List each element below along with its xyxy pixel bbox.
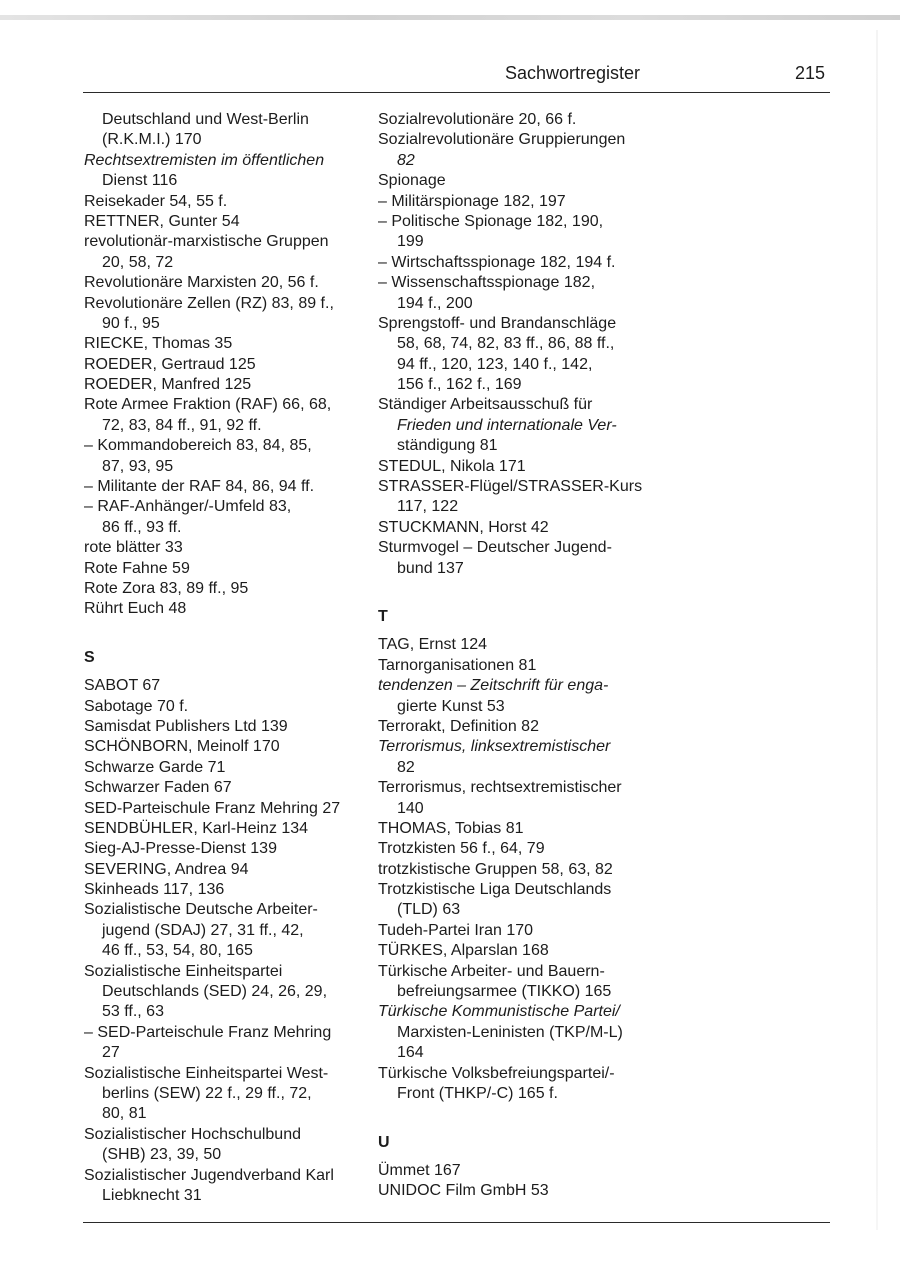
index-entry-line: Sozialistische Deutsche Arbeiter- — [84, 901, 318, 919]
index-entry-line: Trotzkistische Liga Deutschlands — [378, 881, 612, 899]
header-rule — [83, 92, 830, 93]
index-entry-line: 140 — [397, 799, 424, 817]
section-heading-u: U — [378, 1133, 390, 1151]
index-column-right — [378, 110, 830, 1202]
index-entry-line: 82 — [397, 758, 415, 776]
index-entry-line: STUCKMANN, Horst 42 — [378, 518, 549, 536]
index-entry-line: Sprengstoff- und Brandanschläge — [378, 314, 617, 332]
index-entry-line: 194 f., 200 — [397, 294, 473, 312]
running-header-title: Sachwortregister — [505, 63, 641, 83]
index-entry-line: trotzkistische Gruppen 58, 63, 82 — [378, 860, 613, 878]
index-entry-line: befreiungsarmee (TIKKO) 165 — [397, 983, 612, 1001]
index-entry-line: 27 — [102, 1044, 120, 1062]
index-entry-line: tendenzen – Zeitschrift für enga- — [378, 677, 609, 695]
section-heading-t: T — [378, 608, 388, 626]
index-entry-line: Rührt Euch 48 — [84, 600, 187, 618]
index-entry-line: Türkische Kommunistische Partei/ — [378, 1003, 620, 1021]
index-entry-line: Rote Armee Fraktion (RAF) 66, 68, — [84, 396, 332, 414]
index-entry-line: (TLD) 63 — [397, 901, 461, 919]
index-entry-line: Sozialistischer Hochschulbund — [84, 1125, 301, 1143]
index-entry-line: 87, 93, 95 — [102, 457, 174, 475]
index-entry-line: 80, 81 — [102, 1105, 147, 1123]
index-entry-line: Schwarze Garde 71 — [84, 758, 226, 776]
index-entry-line: ROEDER, Gertraud 125 — [84, 355, 256, 373]
index-entry-line: Revolutionäre Marxisten 20, 56 f. — [84, 274, 319, 292]
index-entry-line: Terrorismus, linksextremistischer — [378, 738, 611, 756]
index-entry-line: Sozialistischer Jugendverband Karl — [84, 1166, 334, 1184]
index-entry-line: RETTNER, Gunter 54 — [84, 212, 240, 230]
index-entry-line: Sozialrevolutionäre 20, 66 f. — [378, 111, 577, 128]
index-entry-line: Liebknecht 31 — [102, 1186, 202, 1204]
index-entry-line: (R.K.M.I.) 170 — [102, 131, 202, 149]
index-entry-line: Terrorismus, rechtsextremistischer — [378, 779, 622, 797]
index-entry-line: 164 — [397, 1044, 424, 1062]
index-entry-line: Tarnorganisationen 81 — [378, 656, 537, 674]
index-entry-line: – Kommandobereich 83, 84, 85, — [84, 437, 312, 455]
index-entry-line: TÜRKES, Alparslan 168 — [378, 942, 549, 960]
index-entry-line: UNIDOC Film GmbH 53 — [378, 1182, 549, 1200]
index-entry-line: Rote Zora 83, 89 ff., 95 — [84, 579, 249, 597]
index-entry-line: Samisdat Publishers Ltd 139 — [84, 717, 288, 735]
index-entry-line: 72, 83, 84 ff., 91, 92 ff. — [102, 416, 262, 434]
index-entry-line: 46 ff., 53, 54, 80, 165 — [102, 942, 253, 960]
index-entry-line: Deutschlands (SED) 24, 26, 29, — [102, 983, 328, 1001]
index-entry-line: 82 — [397, 151, 415, 169]
index-entry-line: Ständiger Arbeitsausschuß für — [378, 396, 593, 414]
index-entry-line: 20, 58, 72 — [102, 253, 174, 271]
index-entry-line: – Militärspionage 182, 197 — [378, 192, 566, 210]
index-entry-line: Revolutionäre Zellen (RZ) 83, 89 f., — [84, 294, 334, 312]
index-entry-line: 86 ff., 93 ff. — [102, 518, 182, 536]
index-entry-line: – RAF-Anhänger/-Umfeld 83, — [84, 498, 292, 516]
index-entry-line: Ümmet 167 — [378, 1161, 461, 1179]
index-entry-line: Sieg-AJ-Presse-Dienst 139 — [84, 840, 277, 858]
page-number: 215 — [795, 63, 826, 83]
index-entry-line: jugend (SDAJ) 27, 31 ff., 42, — [102, 921, 304, 939]
index-entry-line: Sozialistische Einheitspartei West- — [84, 1064, 329, 1082]
index-entry-line: Reisekader 54, 55 f. — [84, 192, 228, 210]
index-entry-line: – Politische Spionage 182, 190, — [378, 212, 604, 230]
scan-edge-band — [0, 15, 900, 20]
index-entry-line: – Wirtschaftsspionage 182, 194 f. — [378, 253, 616, 271]
index-entry-line: RIECKE, Thomas 35 — [84, 335, 233, 353]
index-entry-line: STEDUL, Nikola 171 — [378, 457, 526, 475]
index-column-left — [84, 110, 370, 1206]
index-entry-line: Rechtsextremisten im öffentlichen — [84, 151, 325, 169]
index-entry-line: Deutschland und West-Berlin — [102, 111, 309, 128]
index-entry-line: 199 — [397, 233, 424, 251]
index-entry-line: Dienst 116 — [102, 172, 178, 190]
index-entry-line: Front (THKP/-C) 165 f. — [397, 1084, 558, 1102]
index-entry-line: 53 ff., 63 — [102, 1003, 164, 1021]
index-entry-line: TAG, Ernst 124 — [378, 636, 488, 654]
index-entry-line: SABOT 67 — [84, 677, 161, 695]
index-entry-line: Spionage — [378, 172, 446, 190]
index-entry-line: Tudeh-Partei Iran 170 — [378, 921, 534, 939]
index-entry-line: Türkische Volksbefreiungspartei/- — [378, 1064, 615, 1082]
index-entry-line: Rote Fahne 59 — [84, 559, 190, 577]
section-heading-s: S — [84, 649, 95, 667]
index-entry-line: SCHÖNBORN, Meinolf 170 — [84, 738, 280, 756]
index-entry-line: – SED-Parteischule Franz Mehring — [84, 1023, 332, 1041]
index-entry-line: Terrorakt, Definition 82 — [378, 717, 539, 735]
index-entry-line: Sozialistische Einheitspartei — [84, 962, 283, 980]
index-entry-line: THOMAS, Tobias 81 — [378, 819, 524, 837]
index-entry-line: 94 ff., 120, 123, 140 f., 142, — [397, 355, 593, 373]
index-entry-line: ständigung 81 — [397, 437, 498, 455]
index-entry-line: Sabotage 70 f. — [84, 697, 189, 715]
index-entry-line: SENDBÜHLER, Karl-Heinz 134 — [84, 819, 309, 837]
footer-rule — [83, 1222, 830, 1223]
index-entry-line: – Wissenschaftsspionage 182, — [378, 274, 596, 292]
index-entry-line: 156 f., 162 f., 169 — [397, 376, 522, 394]
index-entry-line: Türkische Arbeiter- und Bauern- — [378, 962, 605, 980]
index-entry-line: – Militante der RAF 84, 86, 94 ff. — [84, 478, 315, 496]
index-entry-line: Schwarzer Faden 67 — [84, 779, 232, 797]
index-entry-line: Trotzkisten 56 f., 64, 79 — [378, 840, 545, 858]
index-entry-line: (SHB) 23, 39, 50 — [102, 1146, 222, 1164]
index-entry-line: bund 137 — [397, 559, 464, 577]
index-entry-line: Skinheads 117, 136 — [84, 881, 225, 899]
index-entry-line: berlins (SEW) 22 f., 29 ff., 72, — [102, 1084, 312, 1102]
index-entry-line: STRASSER-Flügel/STRASSER-Kurs — [378, 478, 643, 496]
index-entry-line: SED-Parteischule Franz Mehring 27 — [84, 799, 341, 817]
index-entry-line: Sturmvogel – Deutscher Jugend- — [378, 539, 612, 557]
scan-edge-shadow — [876, 30, 878, 1230]
index-entry-line: 117, 122 — [397, 498, 459, 516]
index-entry-line: rote blätter 33 — [84, 539, 183, 557]
index-entry-line: revolutionär-marxistische Gruppen — [84, 233, 329, 251]
index-entry-line: Marxisten-Leninisten (TKP/M-L) — [397, 1023, 623, 1041]
index-entry-line: SEVERING, Andrea 94 — [84, 860, 249, 878]
index-entry-line: 58, 68, 74, 82, 83 ff., 86, 88 ff., — [397, 335, 615, 353]
index-entry-line: 90 f., 95 — [102, 314, 160, 332]
index-entry-line: Sozialrevolutionäre Gruppierungen — [378, 131, 626, 149]
index-entry-line: Frieden und internationale Ver- — [397, 416, 617, 434]
index-entry-line: gierte Kunst 53 — [397, 697, 505, 715]
index-entry-line: ROEDER, Manfred 125 — [84, 376, 252, 394]
